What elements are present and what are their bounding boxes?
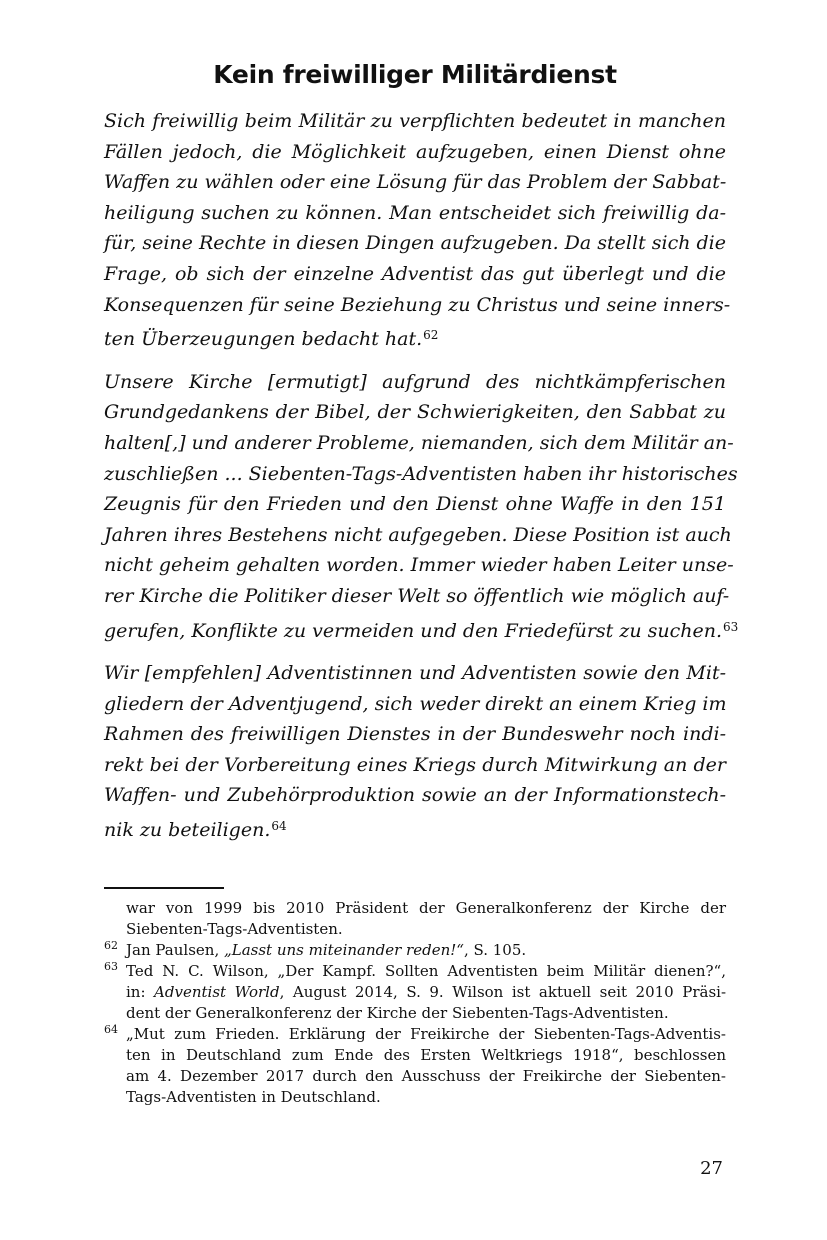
footnote-line: Ted N. C. Wilson, „Der Kampf. Sollten Adventisten beim Militär dienen?“, <box>126 962 726 980</box>
footnote-number: 62 <box>104 939 118 952</box>
page-number: 27 <box>700 1158 723 1179</box>
footnote-line: „Mut zum Frieden. Erklärung der Freikirche der Siebenten-Tags-Adventis- <box>126 1025 726 1043</box>
footnotes-section <box>104 898 726 1108</box>
footnote-line: dent der Generalkonferenz der Kirche der Siebenten-Tags-Adventisten. <box>126 1004 669 1022</box>
text-line-content: gerufen, Konflikte zu vermeiden und den Friedefürst zu suchen. <box>104 619 723 642</box>
footnote-62 <box>104 940 726 961</box>
text-line-content: ten Überzeugungen bedacht hat. <box>104 328 423 351</box>
section-heading: Kein freiwilliger Militärdienst <box>213 60 617 89</box>
text-line: Waffen zu wählen oder eine Lösung für das Problem der Sabbat- <box>104 171 727 194</box>
footnote-number: 63 <box>104 960 118 973</box>
footnote-line: war von 1999 bis 2010 Präsident der Generalkonferenz der Kirche der <box>126 899 726 917</box>
footnote-title-italic: „Lasst uns miteinander reden!“ <box>223 941 464 959</box>
footnote-ref-64[interactable]: 64 <box>271 819 287 834</box>
footnote-line <box>126 940 726 961</box>
footnote-line: am 4. Dezember 2017 durch den Ausschuss der Freikirche der Siebenten- <box>126 1067 726 1085</box>
footnote-line: Siebenten-Tags-Adventisten. <box>126 920 343 938</box>
footnote-ref-63[interactable]: 63 <box>723 619 739 634</box>
text-line: zuschließen ... Siebenten-Tags-Adventisten haben ihr historisches <box>104 462 738 485</box>
text-line: Frage, ob sich der einzelne Adventist das gut überlegt und die <box>104 262 726 285</box>
text-line-content: nik zu beteiligen. <box>104 819 271 842</box>
quote-paragraph-2 <box>104 367 739 646</box>
text-line: Waffen- und Zubehörproduktion sowie an der Informationstech- <box>104 784 726 807</box>
text-line: heiligung suchen zu können. Man entscheidet sich freiwillig da- <box>104 201 726 224</box>
footnote-63 <box>104 961 726 1024</box>
text-line: nicht geheim gehalten worden. Immer wieder haben Leiter unse- <box>104 554 734 577</box>
text-line: Grundgedankens der Bibel, der Schwierigkeiten, den Sabbat zu <box>104 401 726 424</box>
footnote-line <box>126 982 726 1003</box>
text-line-last <box>104 811 726 846</box>
text-line: Wir [empfehlen] Adventistinnen und Adventisten sowie den Mit- <box>104 662 726 685</box>
quote-body <box>104 106 739 858</box>
text-line: für, seine Rechte in diesen Dingen aufzugeben. Da stellt sich die <box>104 232 726 255</box>
text-line: Sich freiwillig beim Militär zu verpflichten bedeutet in manchen <box>104 110 726 132</box>
text-line: Rahmen des freiwilligen Dienstes in der Bundeswehr noch indi- <box>104 723 726 746</box>
footnote-line: ten in Deutschland zum Ende des Ersten Weltkriegs 1918“, beschlossen <box>126 1046 726 1064</box>
text-line: rer Kirche die Politiker dieser Welt so öffentlich wie möglich auf- <box>104 584 730 607</box>
footnote-title-italic: Adventist World <box>154 983 280 1001</box>
footnote-text: Jan Paulsen, <box>126 941 224 959</box>
footnote-64 <box>104 1024 726 1108</box>
footnote-continuation <box>104 898 726 940</box>
text-line: rekt bei der Vorbereitung eines Kriegs durch Mitwirkung an der <box>104 753 726 776</box>
text-line: Unsere Kirche [ermutigt] aufgrund des nichtkämpferischen <box>104 370 726 393</box>
text-line-last <box>104 612 739 647</box>
footnote-line: Tags-Adventisten in Deutschland. <box>126 1088 381 1106</box>
text-line: halten[,] und anderer Probleme, niemanden, sich dem Militär an- <box>104 431 734 454</box>
text-line: Jahren ihres Bestehens nicht aufgegeben. Diese Position ist auch <box>104 523 732 546</box>
footnote-number: 64 <box>104 1023 118 1036</box>
quote-paragraph-3 <box>104 658 726 846</box>
text-line: Konsequenzen für seine Beziehung zu Christus und seine inners- <box>104 293 731 316</box>
text-line: Zeugnis für den Frieden und den Dienst ohne Waffe in den 151 <box>104 493 726 516</box>
text-line: gliedern der Adventjugend, sich weder direkt an einem Krieg im <box>104 692 727 715</box>
footnote-text: , S. 105. <box>463 941 527 959</box>
text-line-last <box>104 320 726 355</box>
footnote-ref-62[interactable]: 62 <box>423 328 439 343</box>
footnote-text: in: <box>126 983 155 1001</box>
text-line: Fällen jedoch, die Möglichkeit aufzugeben, einen Dienst ohne <box>104 140 726 163</box>
footnote-text: , August 2014, S. 9. Wilson ist aktuell seit 2010 Präsi- <box>279 983 727 1001</box>
footnote-divider <box>104 887 224 889</box>
quote-paragraph-1 <box>104 106 731 355</box>
